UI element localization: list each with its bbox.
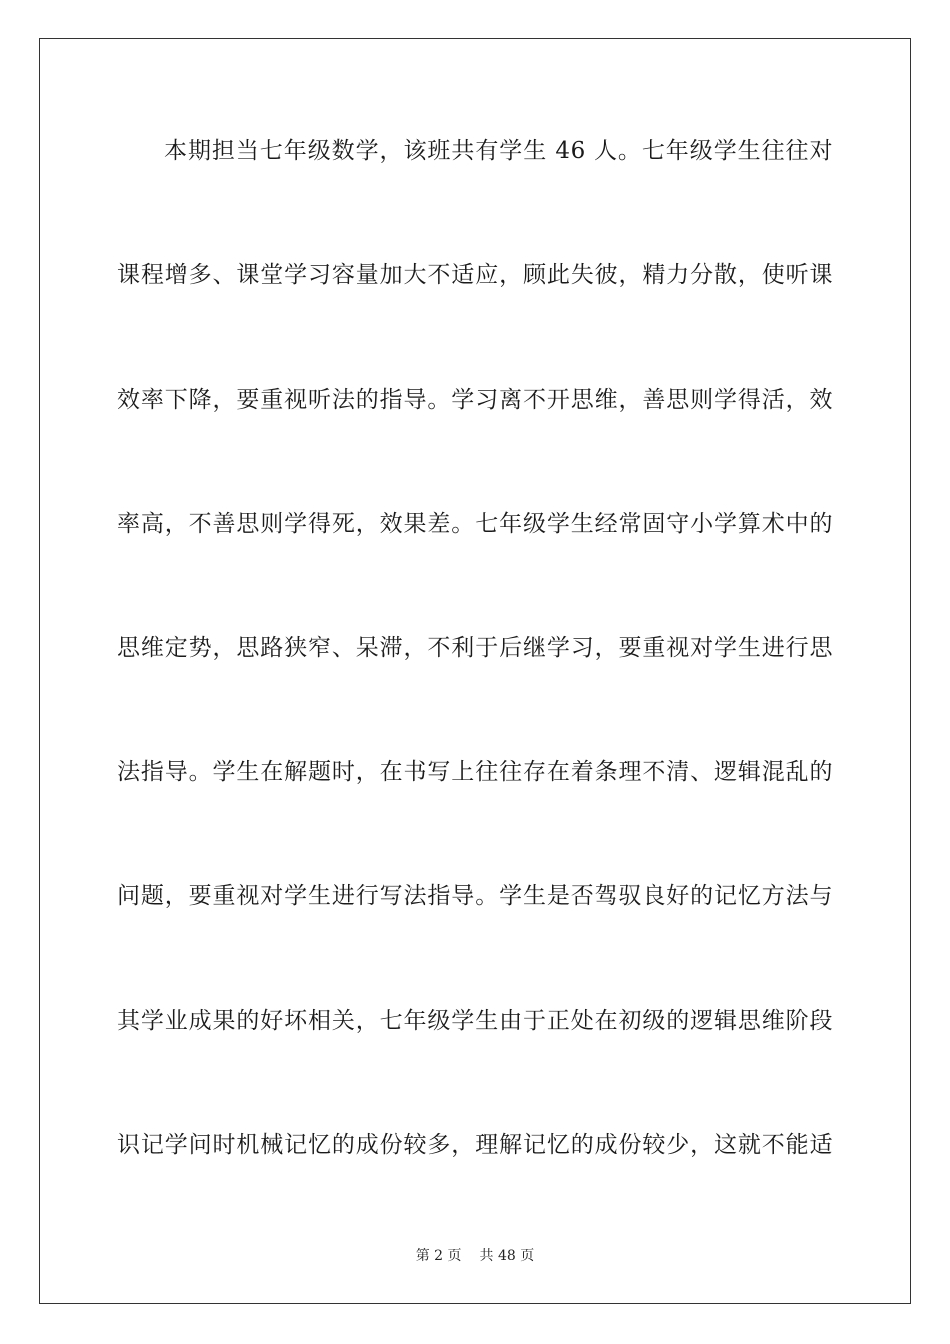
body-text-line-2: 课程增多、课堂学习容量加大不适应，顾此失彼，精力分散，使听课 [117, 262, 833, 288]
page-border [39, 38, 911, 1304]
body-text-line-8: 其学业成果的好坏相关，七年级学生由于正处在初级的逻辑思维阶段 [117, 1008, 833, 1034]
body-text-line-3: 效率下降，要重视听法的指导。学习离不开思维，善思则学得活，效 [117, 387, 833, 413]
body-text-line-7: 问题，要重视对学生进行写法指导。学生是否驾驭良好的记忆方法与 [117, 883, 833, 909]
page-footer [0, 1247, 950, 1265]
page-number: 第 2 页 [415, 1248, 462, 1264]
body-text-line-1: 本期担当七年级数学，该班共有学生 46 人。七年级学生往往对 [164, 138, 833, 164]
body-text-line-9: 识记学问时机械记忆的成份较多，理解记忆的成份较少，这就不能适 [117, 1132, 833, 1158]
body-text-line-5: 思维定势，思路狭窄、呆滞，不利于后继学习，要重视对学生进行思 [117, 635, 833, 661]
body-text-line-4: 率高，不善思则学得死，效果差。七年级学生经常固守小学算术中的 [117, 511, 833, 537]
body-text-line-6: 法指导。学生在解题时，在书写上往往存在着条理不清、逻辑混乱的 [117, 759, 833, 785]
page-total: 共 48 页 [479, 1248, 535, 1264]
